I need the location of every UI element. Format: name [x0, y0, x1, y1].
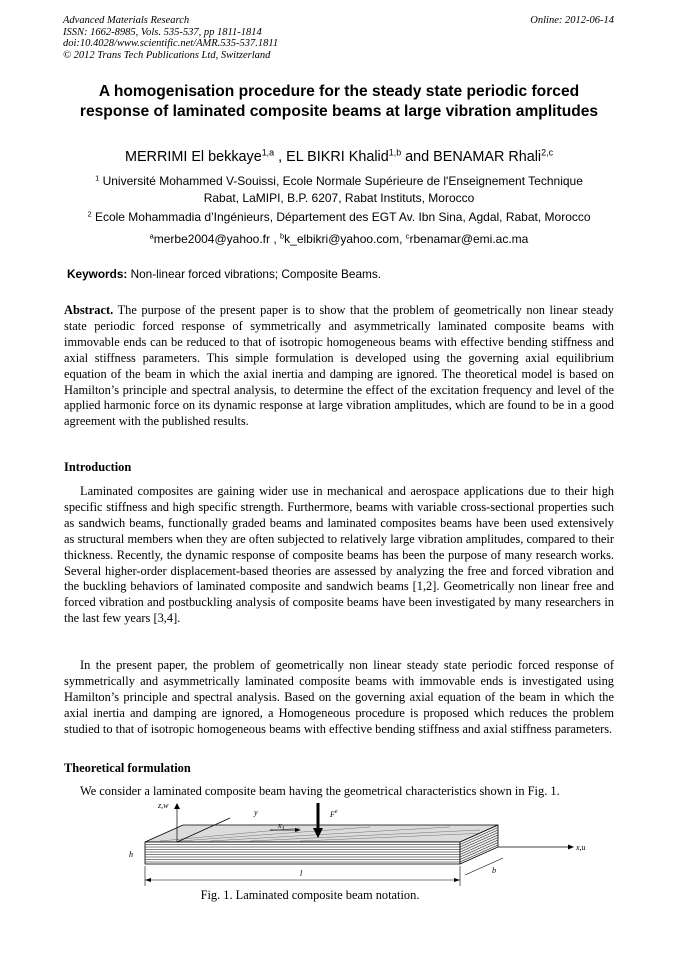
email-c[interactable]: rbenamar@emi.ac.ma [409, 232, 529, 246]
copyright-line: © 2012 Trans Tech Publications Ltd, Switzerland [63, 49, 271, 61]
author-separator: and [401, 149, 434, 165]
label-h: h [129, 850, 133, 859]
keywords-label: Keywords: [67, 267, 128, 281]
beam-front-face [145, 842, 460, 864]
email-a-marker: a [149, 231, 154, 241]
issn-line: ISSN: 1662-8985, Vols. 535-537, pp 1811-1814 [63, 26, 262, 38]
x-axis-arrowhead [568, 845, 574, 850]
affiliation-2-line: Ecole Mohammadia d’Ingénieurs, Département des EGT Av. Ibn Sina, Agdal, Rabat, Morocco [94, 210, 591, 224]
label-y: y [254, 808, 258, 817]
figure-caption: Fig. 1. Laminated composite beam notation. [200, 888, 420, 902]
online-date: Online: 2012-06-14 [530, 15, 614, 26]
label-b: b [492, 866, 496, 875]
z-axis-arrowhead [174, 803, 180, 809]
journal-name: Advanced Materials Research [63, 15, 190, 26]
length-dim-arrow-right [454, 878, 460, 882]
introduction-paragraph-2: In the present paper, the problem of geometrically non linear steady state periodic forced response of symmetrically and asymmetrically laminated composite beams with immovable ends is investigated using Hamilton’s principle and spectral analysis. Based on the governing axial equation of the beam in which the axial inertia and damping are ignored, a Homogeneous procedure is proposed which reduces the problem studied to that of isotropic homogeneous beams with effective bending stiffness and axial stiffness parameters. [64, 658, 614, 736]
affiliation-1-line-2: Rabat, LaMIPI, B.P. 6207, Rabat Instituts, Morocco [203, 191, 475, 205]
affiliation-2-number: 2 [87, 209, 92, 219]
author-2: EL BIKRI Khalid [286, 149, 389, 165]
author-1-affil: 1,a [261, 147, 275, 158]
author-separator: , [274, 149, 287, 165]
title-line-2: response of laminated composite beams at large vibration amplitudes [79, 102, 599, 120]
email-b-marker: b [280, 231, 285, 241]
label-force [329, 809, 338, 819]
label-force-superscript: e [334, 809, 338, 815]
affiliation-1-number: 1 [95, 173, 100, 183]
laminated-beam-figure [120, 800, 600, 888]
affiliation-2 [40, 209, 638, 226]
abstract [64, 303, 614, 430]
author-3-affil: 2,c [541, 147, 554, 158]
length-dim-arrow-left [145, 878, 151, 882]
author-list [0, 148, 678, 166]
journal-header [63, 15, 278, 61]
affiliation-1 [40, 173, 638, 207]
keywords-text: Non-linear forced vibrations; Composite Beams. [127, 267, 382, 281]
label-x1-base: x [278, 821, 282, 830]
email-a[interactable]: merbe2004@yahoo.fr , [153, 232, 281, 246]
email-b[interactable]: k_elbikri@yahoo.com, [284, 232, 406, 246]
beam-top-face [145, 825, 498, 842]
abstract-label: Abstract. [64, 303, 114, 317]
author-2-affil: 1,b [388, 147, 402, 158]
title-line-1: A homogenisation procedure for the steady state periodic forced [98, 83, 580, 100]
affiliation-1-line-1: Université Mohammed V-Souissi, Ecole Normale Supérieure de l'Enseignement Technique [102, 174, 583, 188]
doi-line: doi:10.4028/www.scientific.net/AMR.535-537.1811 [63, 38, 279, 49]
width-dim-line [465, 858, 503, 875]
label-zw: z,w [158, 801, 169, 810]
label-xu: x,u [576, 843, 586, 852]
introduction-paragraph-1: Laminated composites are gaining wider use in mechanical and aerospace applications due to their high specific stiffness and high specific strength. Furthermore, beams with variable cross-sectional properties such as sandwich beams, functionally graded beams and laminated composites beams have been used extensively as structural members when they are often subjected to relatively large vibration amplitudes, compared to their thickness. Recently, the dynamic response of composite beams has been the purpose of many research works. Several higher-order displacement-based theories are assessed by analyzing the free and forced vibration and the buckling behaviors of laminated composite and sandwich beams [1,2]. Geometrically non linear free and forced vibration and postbuckling analysis of composite beams have been investigated by many researchers in the last few years [3,4]. [64, 484, 614, 626]
label-force-base: F [330, 810, 335, 819]
keywords [67, 267, 381, 282]
author-emails [40, 231, 638, 248]
abstract-text: The purpose of the present paper is to show that the problem of geometrically non linear steady state periodic forced response of symmetrically and asymmetrically laminated composite beams with immovable ends can be reduced to that of isotropic homogeneous beams with effective bending stiffness and axial stiffness parameters. This simple formulation is developed using the governing axial equilibrium equation of the beam in which the axial inertia and damping are ignored. The theoretical model is based on Hamilton’s principle and spectral analysis, to determine the effect of the excitation frequency and level of the applied harmonic force on its dynamic response at large vibration amplitudes, which are found to be in a good agreement with the published results. [64, 303, 614, 429]
email-c-marker: c [405, 231, 410, 241]
label-x1-subscript: 1 [281, 826, 285, 832]
section-heading-introduction: Introduction [64, 460, 132, 474]
theory-paragraph-1: We consider a laminated composite beam having the geometrical characteristics shown in Fig. 1. [80, 784, 560, 798]
section-heading-theory: Theoretical formulation [64, 761, 191, 775]
label-l: l [300, 869, 303, 878]
author-1: MERRIMI El bekkaye [124, 149, 262, 165]
author-3: BENAMAR Rhali [433, 149, 542, 165]
paper-title [50, 82, 628, 121]
